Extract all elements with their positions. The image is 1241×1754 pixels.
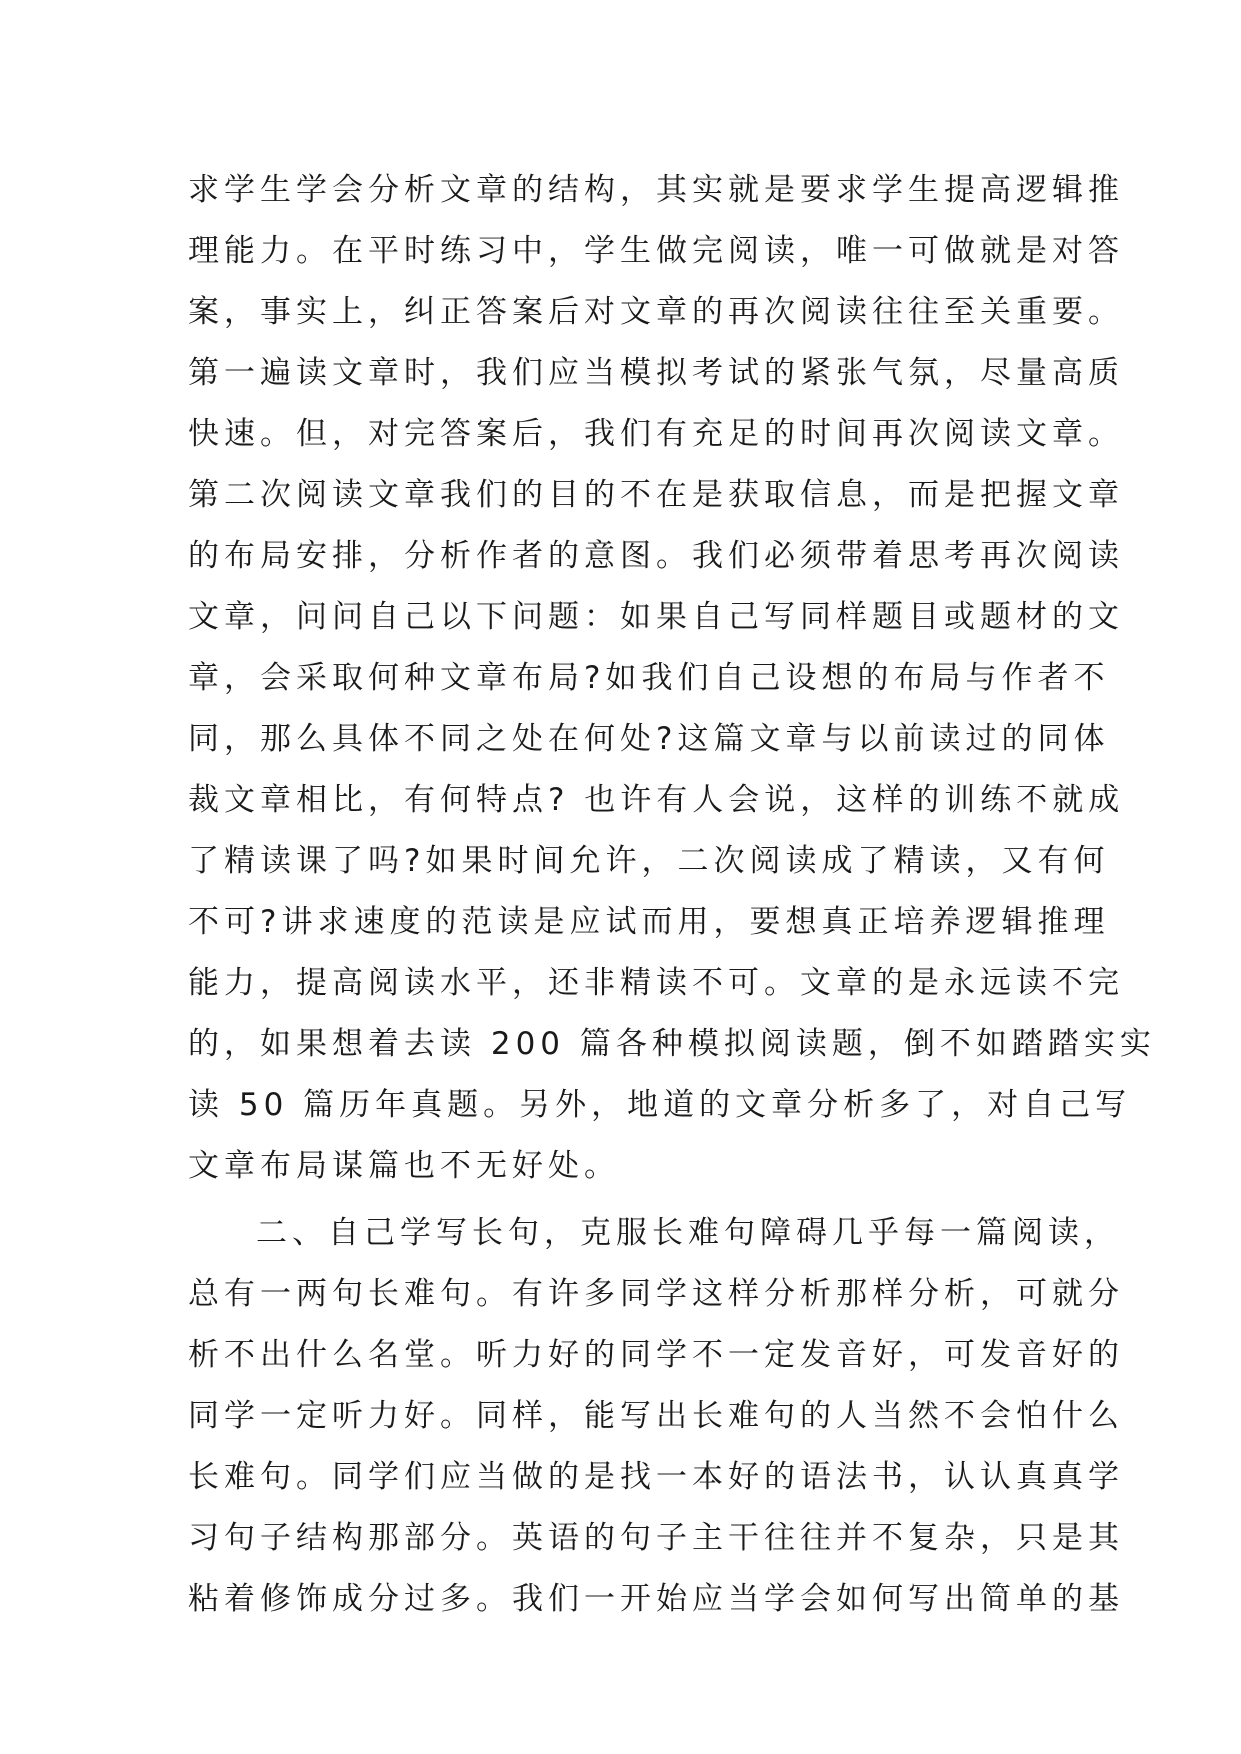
paragraph-first-line: 二、自己学写长句，克服长难句障碍几乎每一篇阅读， (256, 1215, 1120, 1251)
text-line: 的布局安排，分析作者的意图。我们必须带着思考再次阅读 (188, 538, 1124, 574)
text-line: 章，会采取何种文章布局?如我们自己设想的布局与作者不 (188, 660, 1110, 696)
text-line: 不可?讲求速度的范读是应试而用，要想真正培养逻辑推理 (188, 904, 1110, 940)
text-line: 同学一定听力好。同样，能写出长难句的人当然不会怕什么 (188, 1398, 1124, 1434)
text-line: 同，那么具体不同之处在何处?这篇文章与以前读过的同体 (188, 721, 1110, 757)
text-line: 第一遍读文章时，我们应当模拟考试的紧张气氛，尽量高质 (188, 355, 1124, 391)
text-line: 裁文章相比，有何特点? 也许有人会说，这样的训练不就成 (188, 782, 1125, 818)
text-line: 粘着修饰成分过多。我们一开始应当学会如何写出简单的基 (188, 1581, 1124, 1617)
text-line: 总有一两句长难句。有许多同学这样分析那样分析，可就分 (188, 1276, 1124, 1312)
text-line: 第二次阅读文章我们的目的不在是获取信息，而是把握文章 (188, 477, 1124, 513)
text-line: 了精读课了吗?如果时间允许，二次阅读成了精读，又有何 (188, 843, 1110, 879)
document-body (188, 160, 1156, 1630)
text-line: 的，如果想着去读 200 篇各种模拟阅读题，倒不如踏踏实实 (188, 1026, 1156, 1062)
text-line: 求学生学会分析文章的结构，其实就是要求学生提高逻辑推 (188, 172, 1124, 208)
text-line: 长难句。同学们应当做的是找一本好的语法书，认认真真学 (188, 1459, 1124, 1495)
text-line: 文章，问问自己以下问题：如果自己写同样题目或题材的文 (188, 599, 1124, 635)
text-line: 理能力。在平时练习中，学生做完阅读，唯一可做就是对答 (188, 233, 1124, 269)
text-line: 习句子结构那部分。英语的句子主干往往并不复杂，只是其 (188, 1520, 1124, 1556)
text-line: 快速。但，对完答案后，我们有充足的时间再次阅读文章。 (188, 416, 1124, 452)
text-line: 案，事实上，纠正答案后对文章的再次阅读往往至关重要。 (188, 294, 1124, 330)
text-line: 析不出什么名堂。听力好的同学不一定发音好，可发音好的 (188, 1337, 1124, 1373)
text-line: 文章布局谋篇也不无好处。 (188, 1148, 620, 1184)
text-line: 读 50 篇历年真题。另外，地道的文章分析多了，对自己写 (188, 1087, 1132, 1123)
text-line: 能力，提高阅读水平，还非精读不可。文章的是永远读不完 (188, 965, 1124, 1001)
